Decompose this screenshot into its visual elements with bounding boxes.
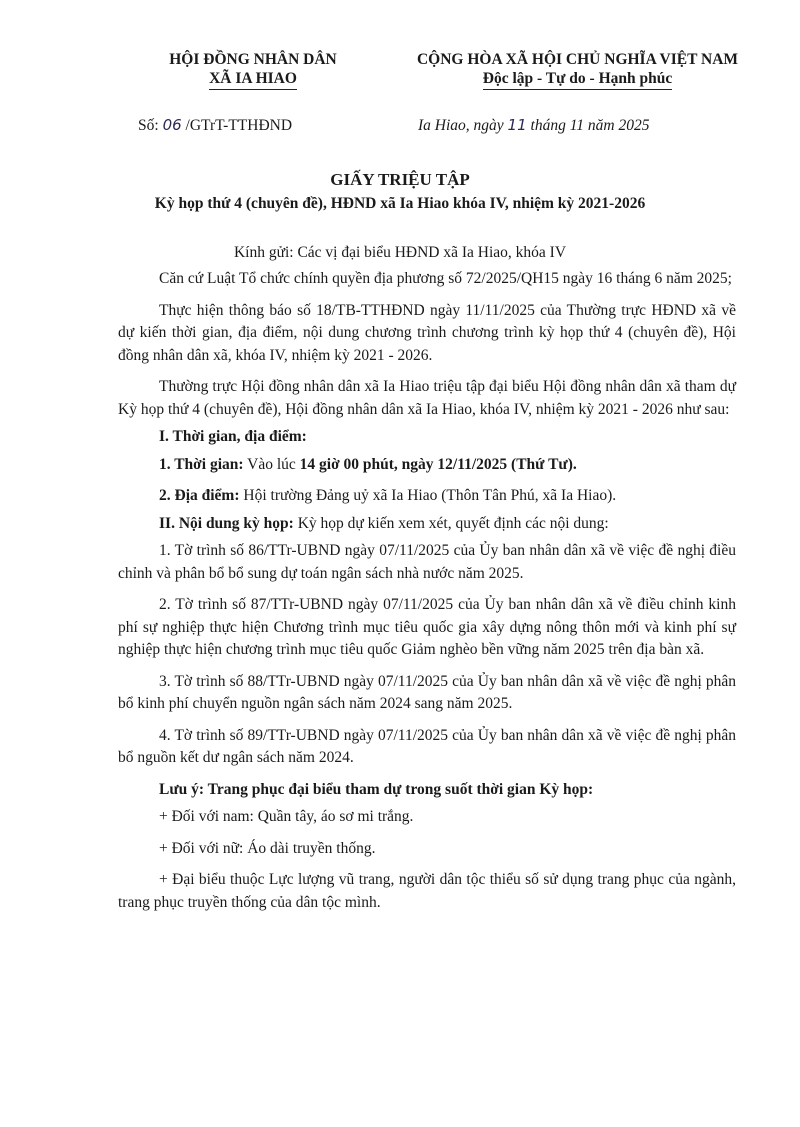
org-name: HỘI ĐỒNG NHÂN DÂN	[169, 51, 337, 68]
handwritten-day: 11	[507, 116, 527, 134]
agenda-item: 3. Tờ trình số 88/TTr-UBND ngày 07/11/2025 của Ủy ban nhân dân xã về việc đề nghị phân bổ kinh phí chuyển nguồn ngân sách năm 2024 sang năm 2025.	[118, 672, 736, 712]
legal-basis-paragraph: Căn cứ Luật Tổ chức chính quyền địa phương số 72/2025/QH15 ngày 16 tháng 6 năm 2025;	[159, 270, 732, 287]
document-date: Ia Hiao, ngày 11 tháng 11 năm 2025	[418, 116, 650, 134]
national-header	[385, 50, 770, 90]
issuing-organization	[138, 50, 368, 90]
nation-motto: Độc lập - Tự do - Hạnh phúc	[483, 69, 672, 90]
agenda-item: 1. Tờ trình số 86/TTr-UBND ngày 07/11/2025 của Ủy ban nhân dân xã về việc đề nghị điều chỉnh và phân bổ bổ sung dự toán ngân sách nhà nước năm 2025.	[118, 542, 736, 582]
document-title: GIẤY TRIỆU TẬP	[330, 170, 470, 189]
document-number: Số: 06 /GTrT-TTHĐND	[138, 116, 293, 134]
org-commune: XÃ IA HIAO	[209, 69, 297, 90]
section-1-heading: I. Thời gian, địa điểm:	[159, 428, 307, 445]
document-body	[118, 268, 736, 914]
section-2-heading: II. Nội dung kỳ họp: Kỳ họp dự kiến xem xét, quyết định các nội dung:	[159, 514, 609, 532]
meeting-place: 2. Địa điểm: Hội trường Đảng uỷ xã Ia Hiao (Thôn Tân Phú, xã Ia Hiao).	[159, 487, 617, 504]
handwritten-number: 06	[162, 116, 182, 134]
agenda-item: 4. Tờ trình số 89/TTr-UBND ngày 07/11/2025 của Ủy ban nhân dân xã về việc đề nghị phân bổ nguồn kết dư ngân sách năm 2024.	[118, 726, 736, 766]
convening-paragraph: Thường trực Hội đồng nhân dân xã Ia Hiao triệu tập đại biểu Hội đồng nhân dân xã tham dự Kỳ họp thứ 4 (chuyên đề), Hội đồng nhân dân xã Ia Hiao, khóa IV, nhiệm kỳ 2021 - 2026 như sau:	[118, 378, 736, 418]
recipient-line: Kính gửi: Các vị đại biểu HĐND xã Ia Hiao, khóa IV	[233, 244, 567, 261]
meeting-time: 1. Thời gian: Vào lúc 14 giờ 00 phút, ngày 12/11/2025 (Thứ Tư).	[159, 455, 577, 473]
dress-code-item: + Đối với nam: Quần tây, áo sơ mi trắng.	[159, 808, 414, 825]
dress-code-item: + Đối với nữ: Áo dài truyền thống.	[159, 839, 376, 857]
document-subtitle: Kỳ họp thứ 4 (chuyên đề), HĐND xã Ia Hiao khóa IV, nhiệm kỳ 2021-2026	[154, 195, 646, 212]
agenda-item: 2. Tờ trình số 87/TTr-UBND ngày 07/11/2025 của Ủy ban nhân dân xã về điều chỉnh kinh phí sự nghiệp thực hiện Chương trình mục tiêu quốc gia xây dựng nông thôn mới và kinh phí sự nghiệp thực hiện chương trình mục tiêu quốc Giảm nghèo bền vững năm 2025 trên địa bàn xã.	[118, 596, 736, 658]
dress-code-heading: Lưu ý: Trang phục đại biểu tham dự trong suốt thời gian Kỳ họp:	[159, 780, 594, 798]
notice-paragraph: Thực hiện thông báo số 18/TB-TTHĐND ngày 11/11/2025 của Thường trực HĐND xã về dự kiến thời gian, địa điểm, nội dung chương trình chương trình kỳ họp thứ 4 (chuyên đề), Hội đồng nhân dân xã, khóa IV, nhiệm kỳ 2021 - 2026.	[118, 301, 736, 364]
nation-name: CỘNG HÒA XÃ HỘI CHỦ NGHĨA VIỆT NAM	[416, 51, 739, 68]
dress-code-item: + Đại biểu thuộc Lực lượng vũ trang, người dân tộc thiểu số sử dụng trang phục của ngành, trang phục truyền thống của dân tộc mình.	[118, 871, 736, 911]
